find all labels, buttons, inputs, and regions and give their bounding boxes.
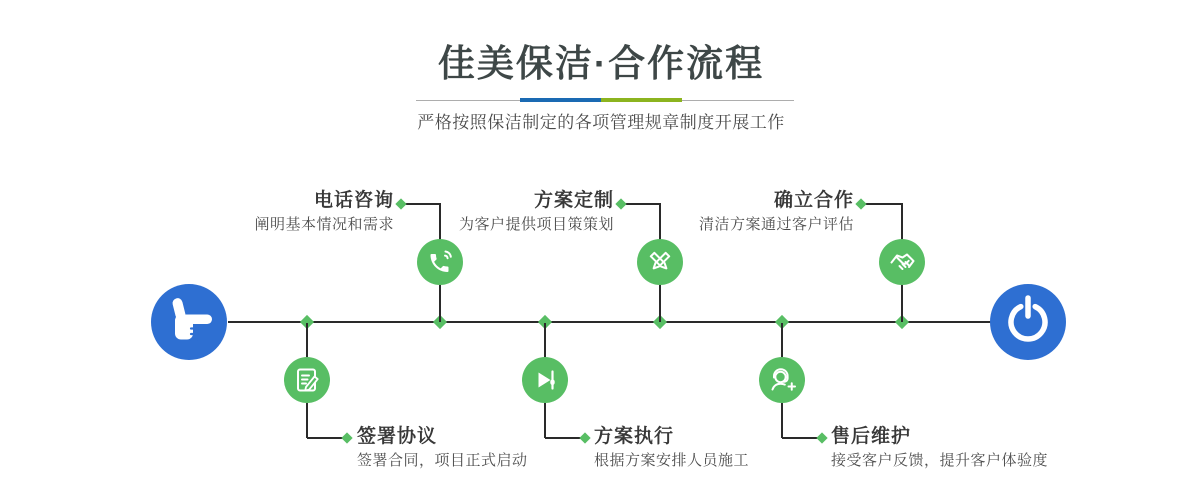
step-desc: 清洁方案通过客户评估	[698, 216, 854, 233]
connector-line	[439, 203, 441, 240]
step-desc: 阐明基本情况和需求	[254, 216, 394, 233]
step-circle	[879, 239, 925, 285]
connector-line	[781, 403, 783, 438]
connector-line	[306, 403, 308, 438]
connector-line	[659, 285, 661, 322]
step-desc: 签署合同，项目正式启动	[357, 452, 528, 469]
step-title: 确立合作	[773, 190, 854, 211]
play-execute-icon	[522, 357, 568, 403]
step-desc: 接受客户反馈，提升客户体验度	[831, 452, 1049, 469]
customer-service-plus-icon	[759, 357, 805, 403]
step-title: 签署协议	[357, 426, 438, 447]
step-title: 电话咨询	[313, 190, 394, 211]
pointing-hand-icon	[151, 284, 227, 360]
connector-line	[306, 323, 308, 357]
step-circle	[284, 357, 330, 403]
connector-line	[439, 285, 441, 322]
connector-line	[544, 323, 546, 357]
connector-diamond	[395, 198, 406, 209]
handshake-icon	[879, 239, 925, 285]
step-circle	[417, 239, 463, 285]
connector-diamond	[341, 432, 352, 443]
title-divider-green-segment	[601, 98, 682, 102]
timeline-line	[228, 321, 991, 323]
step-desc: 根据方案安排人员施工	[594, 452, 750, 469]
step-label	[254, 190, 394, 233]
step-label	[357, 426, 528, 469]
connector-line	[901, 285, 903, 322]
end-node	[990, 284, 1066, 360]
connector-diamond	[855, 198, 866, 209]
step-title: 售后维护	[831, 426, 912, 447]
power-icon	[990, 284, 1066, 360]
connector-line	[659, 203, 661, 240]
connector-diamond	[615, 198, 626, 209]
step-title: 方案执行	[594, 426, 675, 447]
connector-diamond	[579, 432, 590, 443]
step-circle	[522, 357, 568, 403]
page-subtitle: 严格按照保洁制定的各项管理规章制度开展工作	[417, 113, 785, 132]
step-label	[459, 190, 614, 233]
step-desc: 为客户提供项目策策划	[458, 216, 614, 233]
step-label	[699, 190, 854, 233]
connector-diamond	[816, 432, 827, 443]
connector-line	[781, 323, 783, 357]
connector-line	[544, 403, 546, 438]
title-divider-blue-segment	[520, 98, 601, 102]
crossed-pens-icon	[637, 239, 683, 285]
phone-call-icon	[417, 239, 463, 285]
step-circle	[637, 239, 683, 285]
step-title: 方案定制	[533, 190, 614, 211]
start-node	[151, 284, 227, 360]
page-title: 佳美保洁·合作流程	[437, 43, 765, 84]
connector-line	[901, 203, 903, 240]
connector-line	[861, 203, 902, 205]
step-label	[594, 426, 749, 469]
step-label	[831, 426, 1048, 469]
step-circle	[759, 357, 805, 403]
contract-signing-icon	[284, 357, 330, 403]
